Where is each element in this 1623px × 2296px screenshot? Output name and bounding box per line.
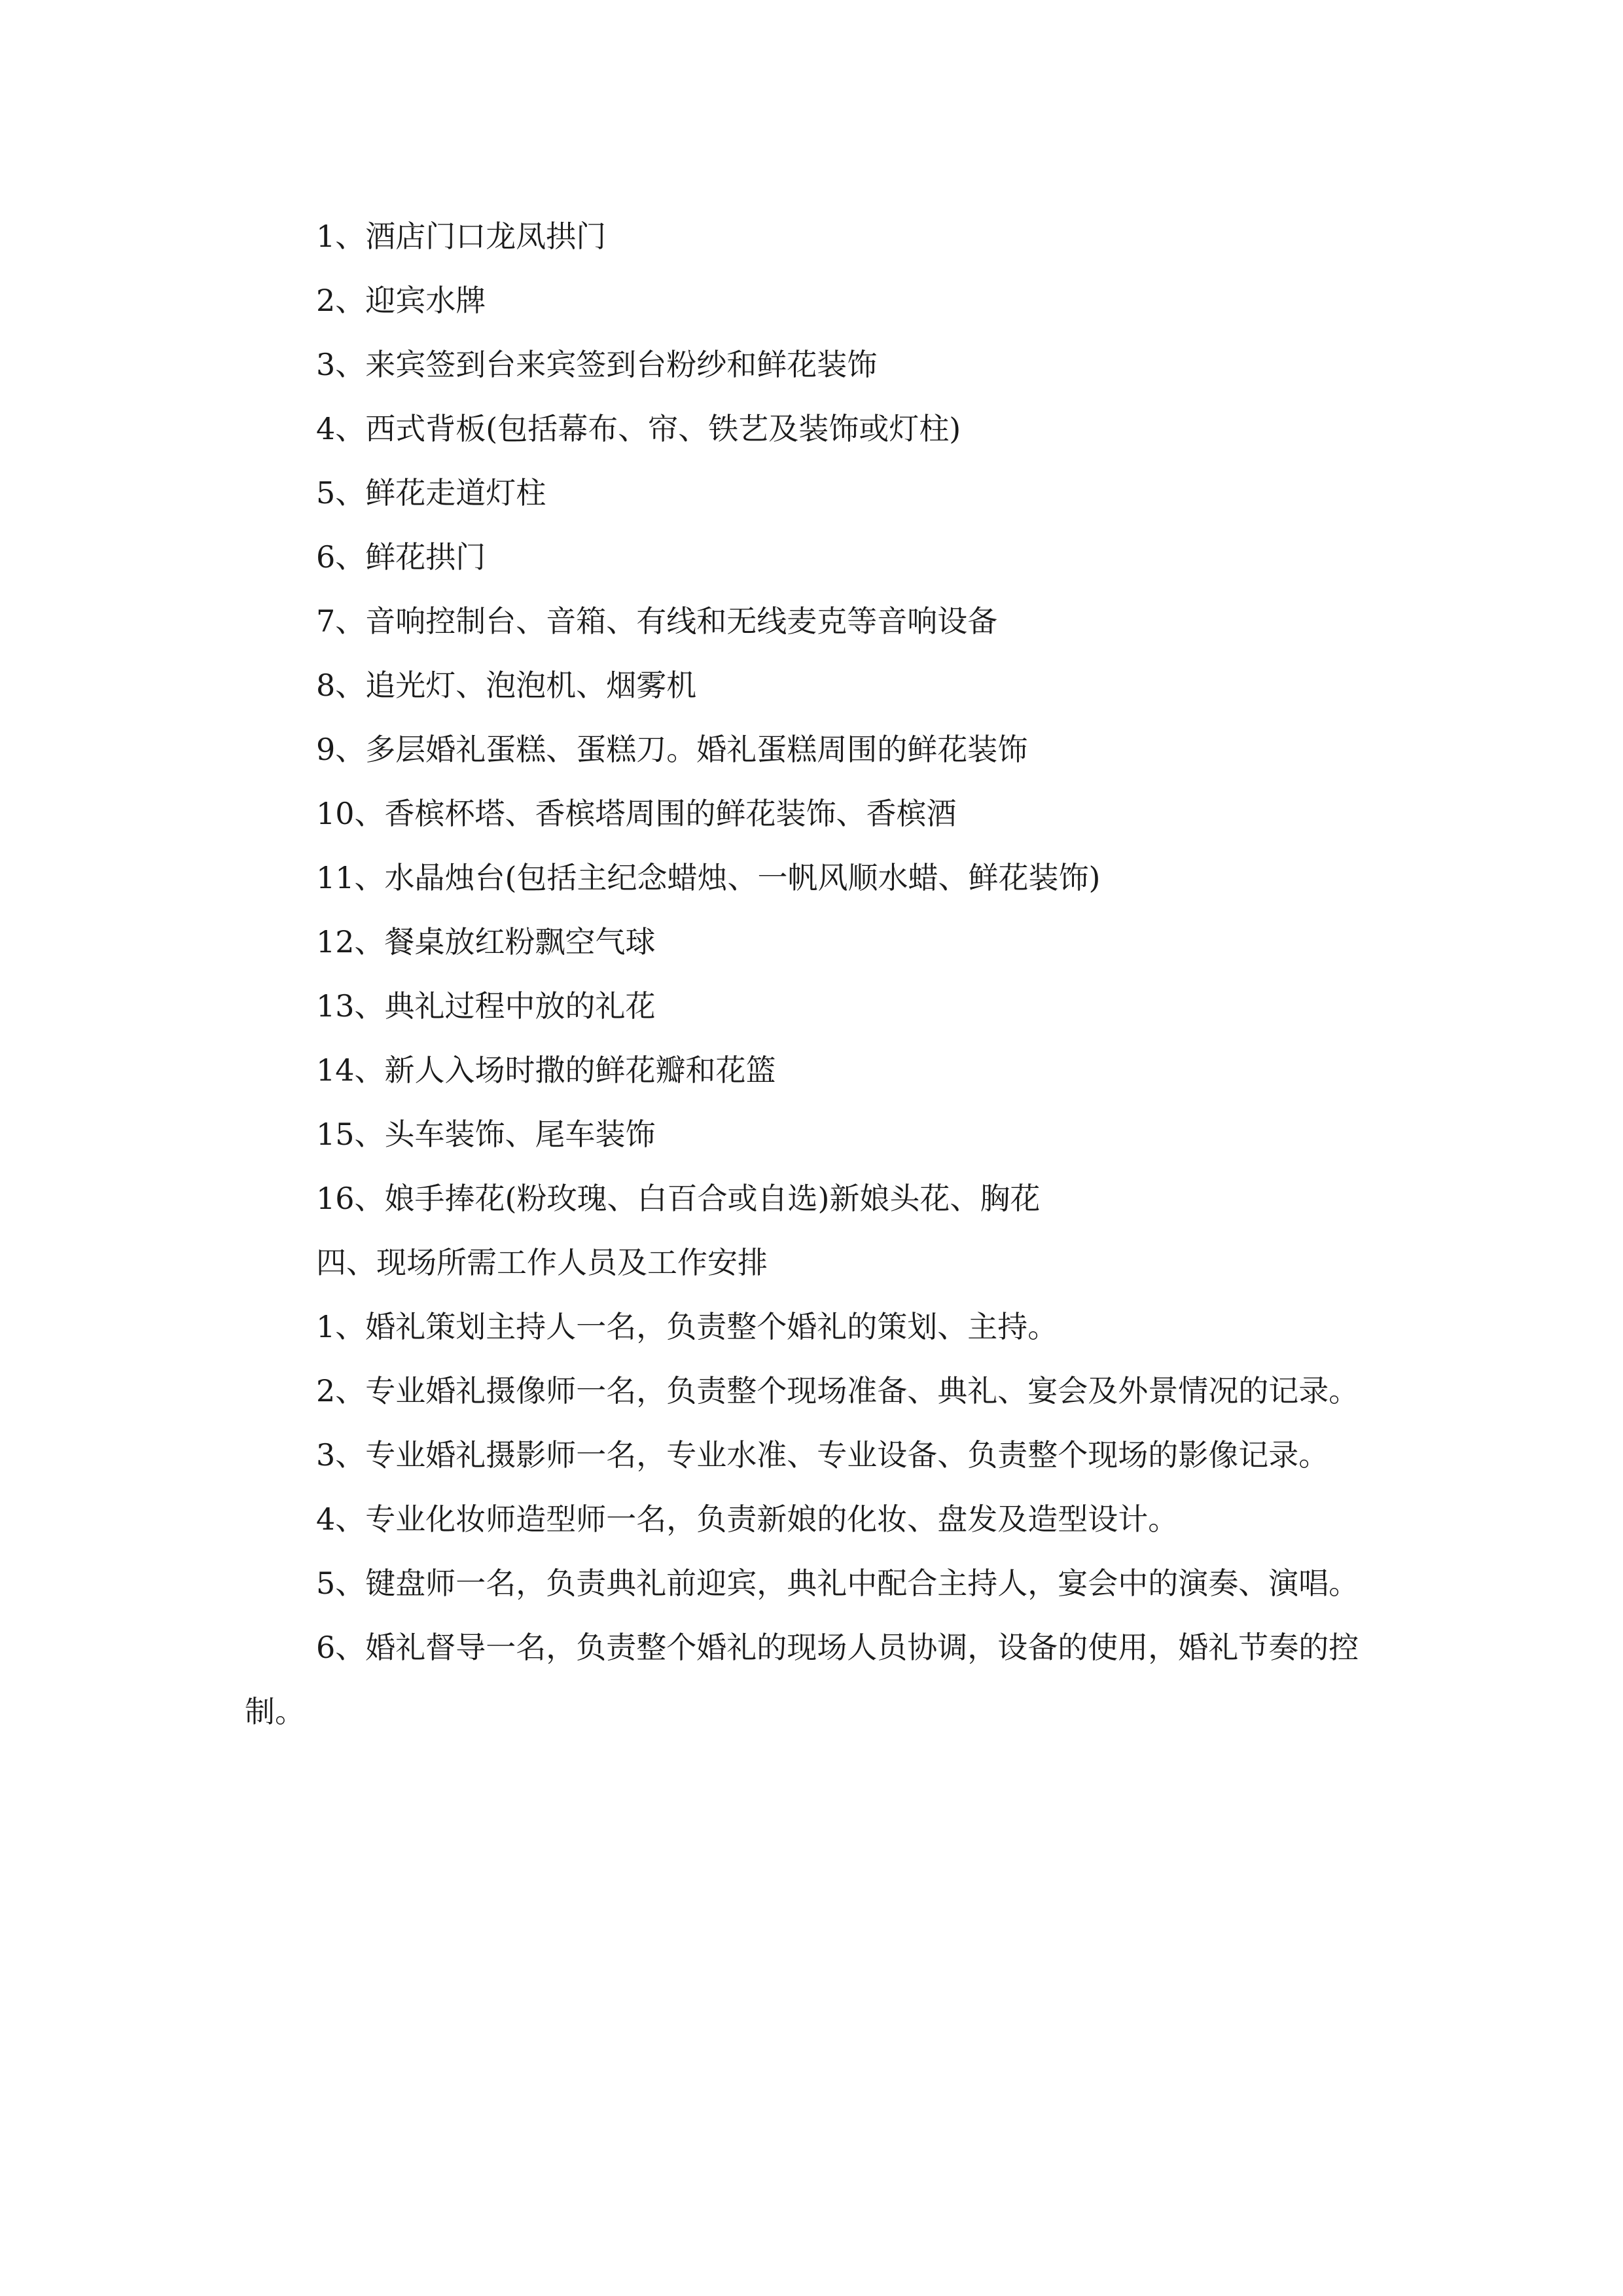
document-body <box>245 204 1380 1744</box>
list-item-11: 11、水晶烛台(包括主纪念蜡烛、一帆风顺水蜡、鲜花装饰) <box>316 860 1101 895</box>
staff-item-2: 2、专业婚礼摄像师一名，负责整个现场准备、典礼、宴会及外景情况的记录。 <box>316 1373 1359 1408</box>
staff-item-5: 5、键盘师一名，负责典礼前迎宾，典礼中配合主持人，宴会中的演奏、演唱。 <box>316 1566 1359 1601</box>
list-item-1: 1、酒店门口龙凤拱门 <box>316 219 607 254</box>
staff-item-4: 4、专业化妆师造型师一名，负责新娘的化妆、盘发及造型设计。 <box>316 1501 1179 1537</box>
list-item-8: 8、追光灯、泡泡机、烟雾机 <box>316 668 697 703</box>
section-heading: 四、现场所需工作人员及工作安排 <box>316 1245 768 1280</box>
list-item-2: 2、迎宾水牌 <box>316 283 486 318</box>
list-item-6: 6、鲜花拱门 <box>316 539 486 575</box>
staff-item-3: 3、专业婚礼摄影师一名，专业水准、专业设备、负责整个现场的影像记录。 <box>316 1437 1329 1473</box>
list-item-9: 9、多层婚礼蛋糕、蛋糕刀。婚礼蛋糕周围的鲜花装饰 <box>316 732 1028 767</box>
list-item-7: 7、音响控制台、音箱、有线和无线麦克等音响设备 <box>316 603 998 639</box>
staff-item-1: 1、婚礼策划主持人一名，负责整个婚礼的策划、主持。 <box>316 1309 1058 1344</box>
staff-item-6: 6、婚礼督导一名，负责整个婚礼的现场人员协调，设备的使用，婚礼节奏的控制。 <box>245 1630 1359 1729</box>
list-item-15: 15、头车装饰、尾车装饰 <box>316 1117 656 1152</box>
list-item-4: 4、西式背板(包括幕布、帘、铁艺及装饰或灯柱) <box>316 411 961 446</box>
list-item-5: 5、鲜花走道灯柱 <box>316 475 546 511</box>
list-item-14: 14、新人入场时撒的鲜花瓣和花篮 <box>316 1052 776 1088</box>
list-item-13: 13、典礼过程中放的礼花 <box>316 988 656 1024</box>
list-item-16: 16、娘手捧花(粉玫瑰、白百合或自选)新娘头花、胸花 <box>316 1181 1041 1216</box>
list-item-3: 3、来宾签到台来宾签到台粉纱和鲜花装饰 <box>316 347 878 382</box>
list-item-10: 10、香槟杯塔、香槟塔周围的鲜花装饰、香槟酒 <box>316 796 957 831</box>
list-item-12: 12、餐桌放红粉飘空气球 <box>316 924 656 960</box>
